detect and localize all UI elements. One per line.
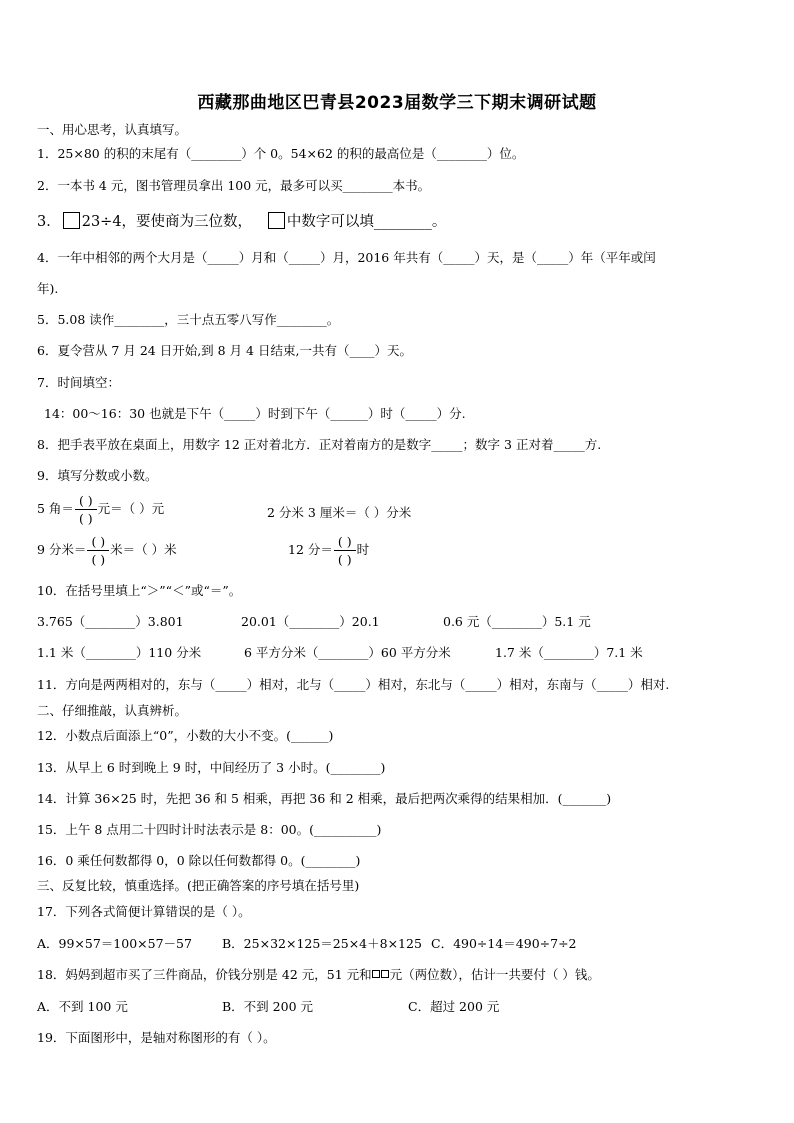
question-13: 13．从早上 6 时到晚上 9 时，中间经历了 3 小时。(________) <box>37 760 386 775</box>
question-17: 17．下列各式简便计算错误的是（ ）。 <box>37 904 251 919</box>
fraction-denominator: ( ) <box>91 552 106 567</box>
question-2: 2．一本书 4 元，图书管理员拿出 100 元，最多可以买________本书。 <box>37 178 431 193</box>
question-3-text-a: 23÷4，要使商为三位数， <box>81 214 253 230</box>
q10-row2-item-2: 6 平方分米（________）60 平方分米 <box>244 645 451 660</box>
question-3-text-b: 中数字可以填________。 <box>286 214 447 230</box>
question-4-line-2: 年). <box>37 281 59 296</box>
q18-text-b: 元（两位数），估计一共要付（ ）钱。 <box>389 967 600 982</box>
question-1: 1．25×80 的积的末尾有（________）个 0。54×62 的积的最高位是（________）位。 <box>37 146 525 161</box>
q18-option-a: A．不到 100 元 <box>37 999 128 1014</box>
question-19: 19．下面图形中，是轴对称图形的有（ ）。 <box>37 1030 276 1045</box>
fraction-numerator: ( ) <box>75 493 97 510</box>
q9-d-prefix: 12 分＝ <box>288 542 333 557</box>
q9-c-prefix: 9 分米＝ <box>37 542 87 557</box>
question-9-item-d <box>288 534 369 567</box>
blank-box-icon <box>63 212 80 229</box>
q10-row2-item-1: 1.1 米（________）110 分米 <box>37 645 202 660</box>
question-15: 15．上午 8 点用二十四时计时法表示是 8：00。(__________) <box>37 822 382 837</box>
question-10: 10．在括号里填上“＞”“＜”或“＝”。 <box>37 583 242 598</box>
question-18 <box>37 967 600 983</box>
question-16: 16．0 乘任何数都得 0，0 除以任何数都得 0。(________) <box>37 853 361 868</box>
q9-d-suffix: 时 <box>356 542 370 557</box>
q9-a-suffix: 元＝（ ）元 <box>97 501 165 516</box>
question-9: 9．填写分数或小数。 <box>37 468 158 483</box>
question-6: 6．夏令营从 7 月 24 日开始,到 8 月 4 日结束,一共有（____）天。 <box>37 343 412 358</box>
section-2-heading: 二、仔细推敲，认真辨析。 <box>37 703 188 718</box>
digit-box-icon <box>372 970 380 978</box>
question-7-sub: 14：00～16：30 也就是下午（_____）时到下午（______）时（_____）分. <box>44 406 466 421</box>
fraction-numerator: ( ) <box>87 534 109 551</box>
fraction-numerator: ( ) <box>334 534 356 551</box>
q18-option-c: C．超过 200 元 <box>408 999 500 1014</box>
question-9-item-b: 2 分米 3 厘米＝（ ）分米 <box>267 505 412 520</box>
fraction-blank <box>334 534 356 567</box>
fraction-blank <box>75 493 97 526</box>
q18-option-b: B．不到 200 元 <box>222 999 313 1014</box>
q10-row1-item-1: 3.765（________）3.801 <box>37 614 184 629</box>
q17-option-c: C．490÷14＝490÷7÷2 <box>431 936 577 951</box>
question-8: 8．把手表平放在桌面上，用数字 12 正对着北方．正对着南方的是数字_____；数字 3 正对着_____方. <box>37 437 602 452</box>
section-3-heading: 三、反复比较，慎重选择。(把正确答案的序号填在括号里) <box>37 878 360 893</box>
blank-box-icon <box>268 212 285 229</box>
question-3 <box>37 212 446 230</box>
question-5: 5．5.08 读作________，三十点五零八写作________。 <box>37 312 340 327</box>
fraction-denominator: ( ) <box>78 511 93 526</box>
page-title: 西藏那曲地区巴青县2023届数学三下期末调研试题 <box>197 93 597 113</box>
q10-row1-item-3: 0.6 元（________）5.1 元 <box>443 614 591 629</box>
question-12: 12．小数点后面添上“0”，小数的大小不变。(______) <box>37 728 334 743</box>
q9-c-suffix: 米＝（ ）米 <box>110 542 177 557</box>
digit-box-icon <box>381 970 389 978</box>
section-1-heading: 一、用心思考，认真填写。 <box>37 122 188 137</box>
fraction-denominator: ( ) <box>337 552 352 567</box>
q10-row2-item-3: 1.7 米（________）7.1 米 <box>495 645 643 660</box>
question-3-number: 3． <box>37 214 61 230</box>
q18-text-a: 18．妈妈到超市买了三件商品，价钱分别是 42 元，51 元和 <box>37 967 372 982</box>
fraction-blank <box>87 534 109 567</box>
question-4-line-1: 4．一年中相邻的两个大月是（_____）月和（_____）月，2016 年共有（_____）天，是（_____）年（平年或闰 <box>37 250 656 265</box>
question-11: 11．方向是两两相对的，东与（_____）相对，北与（_____）相对，东北与（_____）相对，东南与（_____）相对. <box>37 677 670 692</box>
question-14: 14．计算 36×25 时，先把 36 和 5 相乘，再把 36 和 2 相乘，最后把两次乘得的结果相加．(_______) <box>37 791 612 806</box>
q9-a-prefix: 5 角＝ <box>37 501 74 516</box>
question-9-item-a <box>37 493 164 526</box>
q17-option-b: B．25×32×125＝25×4＋8×125 <box>222 936 422 951</box>
question-9-item-c <box>37 534 177 567</box>
q17-option-a: A．99×57＝100×57－57 <box>37 936 192 951</box>
q10-row1-item-2: 20.01（________）20.1 <box>241 614 380 629</box>
question-7: 7．时间填空： <box>37 375 120 390</box>
